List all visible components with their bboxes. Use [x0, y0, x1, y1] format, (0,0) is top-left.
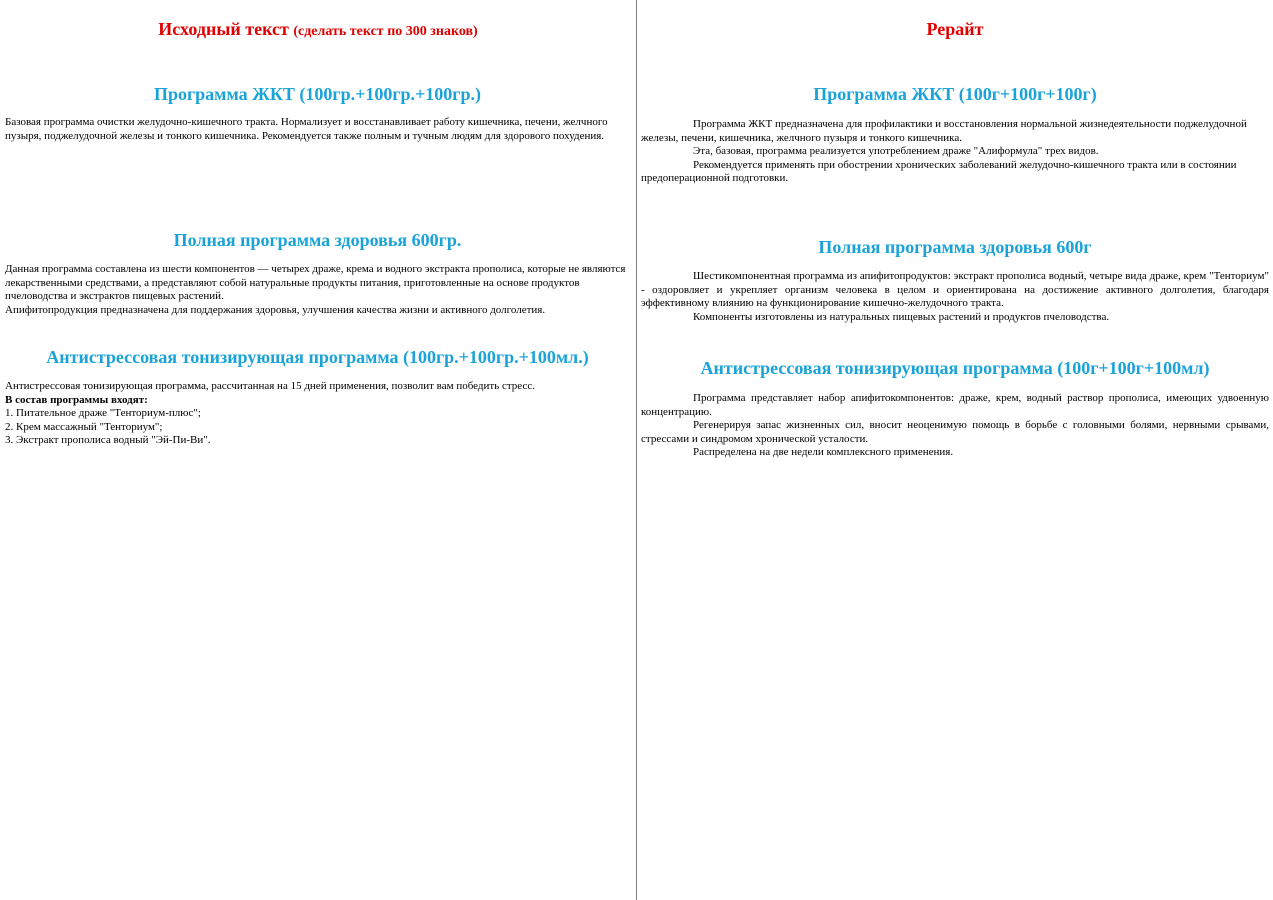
paragraph: Данная программа составлена из шести компонентов — четырех драже, крема и водного экстракта прополиса, которые не являются лекарственными средствами, а представляют собой натуральные продукты питания, приготовленные на основе продуктов пчеловодства и экстрактов пищевых растений. — [5, 263, 626, 303]
paragraph: Программа ЖКТ предназначена для профилактики и восстановления нормальной жизнедеятельности поджелудочной железы, печени, кишечника, желчного пузыря и тонкого кишечника. — [641, 118, 1247, 144]
section-heading: Антистрессовая тонизирующая программа (100г+100г+100мл) — [700, 358, 1210, 378]
paragraph: Регенерируя запас жизненных сил, вносит неоценимую помощь в борьбе с головными болями, нервными срывами, стрессами и синдромом хронической усталости. — [641, 419, 1269, 445]
source-title-text: Исходный текст — [158, 19, 289, 39]
list-item: 2. Крем массажный "Тенториум"; — [5, 420, 163, 433]
paragraph: Рекомендуется применять при обострении хронических заболеваний желудочно-кишечного тракта или в состоянии предоперационной подготовки. — [641, 158, 1237, 185]
rewrite-section-antistress — [641, 357, 1269, 460]
source-section-antistress — [5, 346, 630, 448]
paragraph: Антистрессовая тонизирующая программа, рассчитанная на 15 дней применения, позволит вам победить стресс. — [5, 380, 535, 392]
rewrite-column — [637, 0, 1273, 900]
section-heading: Программа ЖКТ (100г+100г+100г) — [813, 84, 1097, 104]
paragraph: Программа представляет набор апифитокомпонентов: драже, крем, водный раствор прополиса, имеющих удвоенную концентрацию. — [641, 392, 1269, 418]
paragraph: Шестикомпонентная программа из апифитопродуктов: экстракт прополиса водный, четыре вида драже, крем "Тенториум" - оздоровляет и укрепляет организм человека в целом и ориентирована на достижение активного долголетия, благодаря эффективному влиянию на функционирование кишечно-желудочного тракта. — [641, 270, 1269, 310]
paragraph: Базовая программа очистки желудочно-кишечного тракта. Нормализует и восстанавливает работу кишечника, печени, желчного пузыря, поджелудочной железы и тонкого кишечника. Рекомендуется также полным и тучным людям для здорового похудения. — [5, 116, 608, 142]
paragraph: Апифитопродукция предназначена для поддержания здоровья, улучшения качества жизни и активного долголетия. — [5, 303, 546, 316]
section-body — [5, 380, 630, 448]
paragraph: Эта, базовая, программа реализуется употреблением драже "Алиформула" трех видов. — [693, 145, 1099, 158]
list-label: В состав программы входят: — [5, 393, 148, 406]
paragraph: Компоненты изготовлены из натуральных пищевых растений и продуктов пчеловодства. — [693, 310, 1110, 323]
section-heading: Полная программа здоровья 600гр. — [173, 230, 462, 250]
section-heading: Антистрессовая тонизирующая программа (100гр.+100гр.+100мл.) — [46, 347, 589, 367]
source-column-title — [0, 19, 636, 40]
section-body — [5, 116, 630, 143]
section-body — [5, 263, 630, 317]
list-item: 1. Питательное драже "Тенториум-плюс"; — [5, 407, 201, 420]
rewrite-title-text: Рерайт — [926, 19, 984, 39]
paragraph: Распределена на две недели комплексного применения. — [693, 446, 954, 459]
section-body — [641, 118, 1269, 186]
list-item: 3. Экстракт прополиса водный "Эй-Пи-Ви". — [5, 434, 211, 447]
section-heading: Полная программа здоровья 600г — [818, 237, 1092, 257]
section-body — [641, 392, 1269, 460]
section-heading: Программа ЖКТ (100гр.+100гр.+100гр.) — [153, 84, 481, 104]
source-section-full-health — [5, 229, 630, 317]
rewrite-section-full-health — [641, 236, 1269, 324]
rewrite-section-gkt — [641, 83, 1269, 186]
source-title-note: (сделать текст по 300 знаков) — [293, 24, 478, 39]
rewrite-column-title — [637, 19, 1273, 40]
source-section-gkt — [5, 83, 630, 143]
section-body — [641, 270, 1269, 324]
